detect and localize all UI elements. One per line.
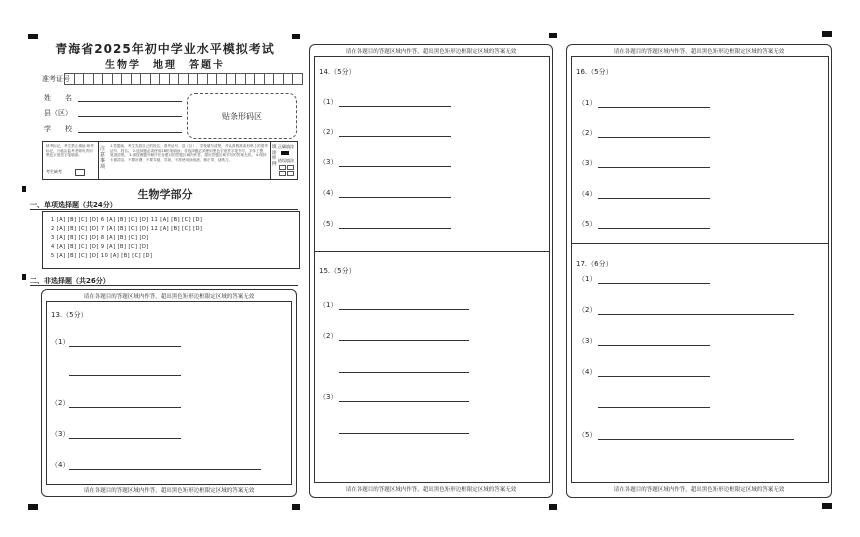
answer-area-q14[interactable] <box>314 56 550 252</box>
wrong-fill-icon <box>279 171 286 176</box>
answer-line[interactable] <box>69 438 181 439</box>
wrong-fill-icon <box>279 165 286 170</box>
subquestion-label: （2） <box>578 306 597 314</box>
answer-panel-middle <box>309 44 553 498</box>
answer-line[interactable] <box>598 198 710 199</box>
answer-line[interactable] <box>598 407 710 408</box>
answer-line[interactable] <box>598 439 794 440</box>
mcq-row[interactable]: 4 [A] [B] [C] [D] 9 [A] [B] [C] [D] <box>51 244 149 250</box>
subquestion-label: （2） <box>578 129 597 137</box>
notice-box <box>42 141 298 180</box>
answer-line[interactable] <box>339 433 469 434</box>
subquestion-label: （2） <box>319 332 338 340</box>
answer-line[interactable] <box>339 136 451 137</box>
answer-line[interactable] <box>69 407 181 408</box>
notice-text: 1.答题前，考生先将自己的姓名、准考证号、县（区）、学校填写清楚，并认真核准条形码上的准考证号、姓名。 2.选择题必须使用2B铅笔填涂；非选择题必须使用黑色字迹签字笔书写，字体工整、笔迹清楚。 3.请按照题号顺序在各题目的答题区域内作答，超出答题区域书写的答案无效。 4.保持卡面清洁，不要折叠、不要弄破、弄皱，不准使用涂改液、修正带、刮纸刀。 <box>110 144 268 162</box>
subquestion-label: （2） <box>51 399 70 407</box>
answer-line[interactable] <box>598 283 710 284</box>
question-title: 17.（6分） <box>576 260 613 268</box>
subquestion-label: （3） <box>319 158 338 166</box>
subquestion-label: （4） <box>578 368 597 376</box>
wrong-fill-icon <box>287 171 294 176</box>
county-label: 县（区） <box>44 109 72 117</box>
answer-line[interactable] <box>598 314 794 315</box>
answer-warning: 请在各题目的答题区域内作答，超出黑色矩形边框限定区域的答案无效 <box>83 488 255 494</box>
school-label: 学 校 <box>44 125 72 133</box>
subquestion-label: （5） <box>319 220 338 228</box>
subquestion-label: （2） <box>319 128 338 136</box>
subquestion-label: （3） <box>51 430 70 438</box>
answer-warning: 请在各题目的答题区域内作答，超出黑色矩形边框限定区域的答案无效 <box>345 49 517 55</box>
question-title: 16.（5分） <box>576 68 613 76</box>
section-title: 生物学部分 <box>137 188 193 201</box>
missing-mark-instructions: 缺考标记，考生禁止填涂 缺考标记，只能由监考老师负责用黑色字迹签字笔填涂。 <box>46 144 94 158</box>
question-title: 13.（5分） <box>51 311 88 319</box>
registration-mark <box>549 33 557 38</box>
answer-warning: 请在各题目的答题区域内作答，超出黑色矩形边框限定区域的答案无效 <box>613 49 785 55</box>
answer-line[interactable] <box>339 401 469 402</box>
mcq-row[interactable]: 1 [A] [B] [C] [D] 6 [A] [B] [C] [D] 11 [A] [B] [C] [D] <box>51 217 203 223</box>
subquestion-label: （4） <box>319 189 338 197</box>
part1-title: 一、单项选择题（共24分） <box>30 201 117 209</box>
answer-area-q16[interactable] <box>571 56 829 244</box>
answer-area-q15[interactable] <box>314 250 550 483</box>
answer-area[interactable] <box>46 301 292 485</box>
answer-panel-q13 <box>41 289 297 497</box>
missing-mark-label: 考生缺考 <box>46 169 62 174</box>
county-field[interactable] <box>78 116 182 117</box>
subquestion-label: （1） <box>319 98 338 106</box>
timing-mark <box>22 186 26 192</box>
answer-line[interactable] <box>598 137 710 138</box>
subquestion-label: （3） <box>319 393 338 401</box>
question-title: 15.（5分） <box>319 267 356 275</box>
registration-mark <box>28 504 38 510</box>
registration-mark <box>822 31 832 37</box>
answer-line[interactable] <box>598 167 710 168</box>
school-field[interactable] <box>78 132 182 133</box>
answer-line[interactable] <box>598 228 710 229</box>
answer-line[interactable] <box>598 107 710 108</box>
wrong-fill-icon <box>287 165 294 170</box>
answer-line[interactable] <box>339 106 451 107</box>
answer-area-q17[interactable] <box>571 242 829 483</box>
subquestion-label: （1） <box>319 301 338 309</box>
timing-mark <box>22 274 26 280</box>
registration-mark <box>549 504 557 510</box>
registration-mark <box>292 504 300 510</box>
answer-line[interactable] <box>69 469 261 470</box>
subquestion-label: （3） <box>578 337 597 345</box>
subquestion-label: （4） <box>578 190 597 198</box>
subquestion-label: （5） <box>578 431 597 439</box>
subquestion-label: （4） <box>51 461 70 469</box>
missing-mark-checkbox[interactable] <box>75 169 85 176</box>
answer-line[interactable] <box>339 228 451 229</box>
answer-line[interactable] <box>339 197 451 198</box>
answer-line[interactable] <box>339 340 469 341</box>
subquestion-label: （1） <box>578 275 597 283</box>
barcode-area <box>187 93 297 139</box>
page-title: 青海省2025年初中学业水平模拟考试 <box>55 42 275 56</box>
registration-mark <box>292 34 300 39</box>
answer-warning: 请在各题目的答题区域内作答，超出黑色矩形边框限定区域的答案无效 <box>613 487 785 493</box>
registration-mark <box>28 34 38 39</box>
name-field[interactable] <box>78 101 182 102</box>
wrong-fill-label: 错误填涂 <box>278 158 294 163</box>
mcq-row[interactable]: 5 [A] [B] [C] [D] 10 [A] [B] [C] [D] <box>51 253 153 259</box>
fill-example-label: 填涂样例 <box>272 145 277 167</box>
exam-number-label: 准考证号 <box>42 75 70 83</box>
registration-mark <box>822 503 832 509</box>
answer-line[interactable] <box>598 376 710 377</box>
mcq-row[interactable]: 3 [A] [B] [C] [D] 8 [A] [B] [C] [D] <box>51 235 149 241</box>
answer-line[interactable] <box>339 166 451 167</box>
answer-line[interactable] <box>339 372 469 373</box>
subquestion-label: （3） <box>578 159 597 167</box>
subquestion-label: （5） <box>578 220 597 228</box>
answer-panel-right <box>566 44 832 498</box>
answer-line[interactable] <box>598 345 710 346</box>
answer-line[interactable] <box>69 375 181 376</box>
answer-warning: 请在各题目的答题区域内作答，超出黑色矩形边框限定区域的答案无效 <box>83 294 255 300</box>
exam-number-boxes[interactable] <box>64 73 303 84</box>
mcq-answer-grid[interactable] <box>42 211 300 269</box>
question-title: 14.（5分） <box>319 68 356 76</box>
name-label: 姓 名 <box>44 94 72 102</box>
subquestion-label: （1） <box>51 338 70 346</box>
part2-title: 二、非选择题（共26分） <box>30 277 110 285</box>
page-subtitle: 生物学 地理 答题卡 <box>105 60 225 71</box>
answer-line[interactable] <box>339 309 469 310</box>
answer-line[interactable] <box>69 346 181 347</box>
mcq-row[interactable]: 2 [A] [B] [C] [D] 7 [A] [B] [C] [D] 12 [A] [B] [C] [D] <box>51 226 203 232</box>
correct-fill-icon <box>281 151 289 155</box>
divider <box>30 285 298 286</box>
barcode-label: 贴条形码区 <box>222 111 262 121</box>
divider <box>30 209 298 210</box>
answer-warning: 请在各题目的答题区域内作答，超出黑色矩形边框限定区域的答案无效 <box>345 487 517 493</box>
subquestion-label: （1） <box>578 99 597 107</box>
notice-title: 注意事项 <box>100 146 106 170</box>
correct-fill-label: 正确填涂 <box>278 144 294 149</box>
